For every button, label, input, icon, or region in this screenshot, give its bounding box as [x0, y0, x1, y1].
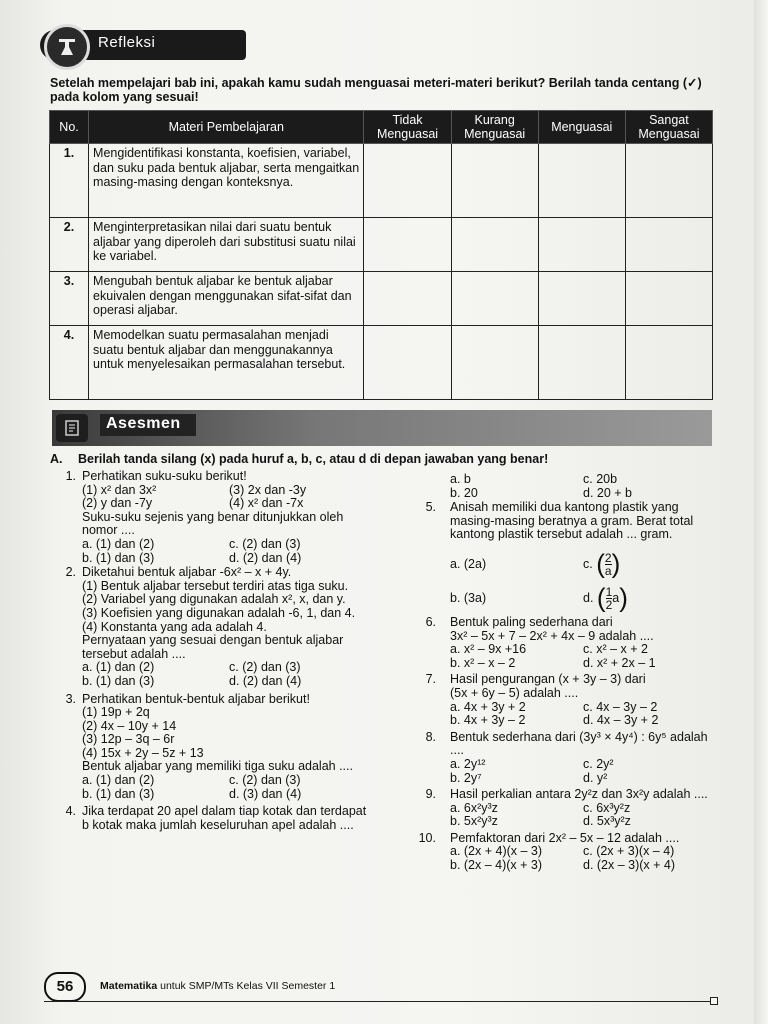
statement-item: (4) Konstanta yang ada adalah 4. — [82, 619, 267, 634]
paren-right: ) — [611, 549, 621, 580]
check-cell[interactable] — [451, 272, 538, 326]
header-materi: Materi Pembelajaran — [89, 111, 364, 144]
check-cell[interactable] — [625, 218, 712, 272]
table-row — [50, 272, 713, 326]
statement-item: (2) 4x – 10y + 14 — [82, 718, 177, 733]
fraction-c — [605, 552, 612, 577]
right-question-column — [420, 473, 716, 873]
question-stem: 3x² – 5x + 7 – 2x² + 4x – 9 adalah .... — [450, 628, 654, 643]
check-cell[interactable] — [451, 144, 538, 218]
refleksi-title: Refleksi — [98, 34, 156, 51]
answer-option[interactable]: d. (2) dan (4) — [229, 673, 302, 688]
answer-option[interactable]: b. 20 — [450, 485, 478, 500]
answer-option[interactable]: a. b — [450, 472, 471, 486]
answer-option[interactable]: c. 4x – 3y – 2 — [583, 699, 658, 714]
answer-option[interactable]: d. x² + 2x – 1 — [583, 655, 656, 670]
statement-item: (3) 2x dan -3y — [229, 482, 307, 497]
check-cell[interactable] — [538, 144, 625, 218]
question-2 — [52, 566, 376, 688]
header-kurang-menguasai: Kurang Menguasai — [451, 111, 538, 144]
row-materi: Mengubah bentuk aljabar ke bentuk aljabar ekuivalen dengan menggunakan sifat-sifat dan operasi aljabar. — [89, 272, 364, 326]
answer-option[interactable]: b. 2y⁷ — [450, 770, 482, 785]
answer-option[interactable]: a. 4x + 3y + 2 — [450, 699, 526, 714]
answer-option[interactable]: a. (1) dan (2) — [82, 773, 155, 788]
table-row — [50, 144, 713, 218]
row-materi: Mengidentifikasi konstanta, koefisien, variabel, dan suku pada bentuk aljabar, serta mengaitkan masing-masing dengan konteksnya. — [89, 144, 364, 218]
footer-subject-bold: Matematika — [100, 980, 158, 992]
footer-subject-rest: untuk SMP/MTs Kelas VII Semester 1 — [157, 980, 336, 992]
page-number: 56 — [44, 972, 86, 1002]
answer-option[interactable]: d. 20 + b — [583, 485, 632, 500]
paren-left: ( — [596, 549, 605, 580]
question-10 — [420, 832, 716, 873]
answer-option[interactable]: c. (2) dan (3) — [229, 773, 301, 788]
check-cell[interactable] — [625, 272, 712, 326]
footer-rule-end-marker — [710, 997, 718, 1005]
answer-option[interactable]: b. 4x + 3y – 2 — [450, 713, 526, 728]
check-cell[interactable] — [364, 218, 451, 272]
question-4 — [52, 805, 376, 832]
question-4-options — [450, 473, 716, 500]
header-tidak-menguasai: Tidak Menguasai — [364, 111, 451, 144]
check-cell[interactable] — [364, 144, 451, 218]
table-row — [50, 218, 713, 272]
answer-option-d[interactable] — [583, 583, 716, 614]
header-no: No. — [50, 111, 89, 144]
question-number: 1. — [65, 469, 76, 483]
answer-option-c[interactable] — [583, 549, 716, 580]
row-materi: Menginterpretasikan nilai dari suatu bentuk aljabar yang diperoleh dari substitusi suatu nilai ke variabel. — [89, 218, 364, 272]
question-stem: (5x + 6y – 5) adalah .... — [450, 685, 579, 700]
statement-item: (1) x² dan 3x² — [82, 482, 157, 497]
question-ask: Suku-suku sejenis yang benar ditunjukkan oleh nomor .... — [82, 509, 344, 538]
header-sangat-menguasai: Sangat Menguasai — [625, 111, 712, 144]
answer-option[interactable]: d. 4x – 3y + 2 — [583, 713, 659, 728]
fraction-denominator: a — [604, 564, 612, 579]
statement-item: (3) 12p – 3q – 6r — [82, 732, 175, 747]
table-row — [50, 326, 713, 400]
left-question-column — [52, 470, 376, 832]
answer-option[interactable]: c. (2) dan (3) — [229, 660, 301, 675]
lab-flask-icon — [44, 24, 90, 70]
refleksi-intro: Setelah mempelajari bab ini, apakah kamu sudah menguasai meteri-materi berikut? Berilah tanda centang (✓) pada kolom yang sesuai! — [50, 76, 702, 104]
table-header-row — [50, 111, 713, 144]
question-number: 7. — [425, 672, 436, 687]
check-cell[interactable] — [625, 144, 712, 218]
question-stem: Perhatikan bentuk-bentuk aljabar berikut! — [82, 691, 310, 706]
answer-option[interactable]: c. 2y² — [583, 756, 614, 771]
answer-option[interactable]: c. (2) dan (3) — [229, 536, 301, 551]
question-3 — [52, 693, 376, 802]
option-letter: d. — [583, 591, 594, 606]
question-stem: Anisah memiliki dua kantong plastik yang masing-masing beratnya a gram. Berat total kantong plastik tersebut adalah ... gram. — [450, 500, 694, 542]
fraction-denominator: 2 — [605, 598, 613, 613]
option-letter: c. — [583, 557, 593, 572]
question-stem: Jika terdapat 20 apel dalam tiap kotak dan terdapat b kotak maka jumlah keseluruhan apel adalah .... — [82, 804, 367, 832]
answer-option[interactable]: c. 6x³y²z — [583, 800, 631, 815]
question-stem: Bentuk sederhana dari (3y³ × 4y⁴) : 6y⁵ adalah .... — [450, 729, 708, 758]
answer-option[interactable]: b. x² – x – 2 — [450, 655, 516, 670]
statement-item: (4) 15x + 2y – 5z + 13 — [82, 745, 204, 760]
question-1 — [52, 470, 376, 565]
paren-left: ( — [596, 583, 606, 614]
question-7 — [420, 673, 716, 727]
answer-option[interactable]: d. y² — [583, 770, 608, 785]
question-number: 9. — [425, 787, 436, 802]
check-cell[interactable] — [625, 326, 712, 400]
section-instruction-text: Berilah tanda silang (x) pada huruf a, b, c, atau d di depan jawaban yang benar! — [78, 452, 549, 466]
question-number: 4. — [65, 804, 76, 819]
fraction-numerator: 1 — [605, 585, 613, 600]
answer-option[interactable]: d. 5x³y²z — [583, 814, 631, 829]
statement-item: (1) 19p + 2q — [82, 705, 150, 720]
question-ask: Pernyataan yang sesuai dengan bentuk aljabar tersebut adalah .... — [82, 633, 344, 661]
answer-option[interactable]: b. (1) dan (3) — [82, 786, 155, 801]
statement-item: (2) y dan -7y — [82, 496, 153, 511]
check-cell[interactable] — [538, 326, 625, 400]
answer-option[interactable]: d. (2x – 3)(x + 4) — [583, 858, 676, 873]
check-cell[interactable] — [364, 272, 451, 326]
answer-option[interactable]: d. (3) dan (4) — [229, 786, 302, 801]
page-edge-shadow — [754, 0, 768, 1024]
asesmen-title: Asesmen — [106, 415, 181, 432]
statement-item: (4) x² dan -7x — [229, 496, 304, 511]
check-cell[interactable] — [538, 272, 625, 326]
footer-subject — [100, 980, 335, 992]
answer-option[interactable]: a. (1) dan (2) — [82, 536, 155, 551]
question-number: 8. — [425, 729, 436, 744]
question-stem: Perhatikan suku-suku berikut! — [82, 469, 247, 483]
question-8 — [420, 731, 716, 785]
section-letter: A. — [50, 452, 63, 466]
answer-option[interactable]: c. (2x + 3)(x – 4) — [583, 844, 675, 859]
answer-option[interactable]: a. (1) dan (2) — [82, 660, 155, 675]
answer-option[interactable]: d. (2) dan (4) — [229, 550, 302, 565]
check-cell[interactable] — [451, 218, 538, 272]
question-number: 3. — [65, 691, 76, 706]
question-6 — [420, 616, 716, 670]
statement-item: (1) Bentuk aljabar tersebut terdiri atas tiga suku. — [82, 578, 349, 593]
answer-option[interactable]: a. 2y¹² — [450, 756, 486, 771]
answer-option[interactable]: b. (2x – 4)(x + 3) — [450, 858, 543, 873]
question-number: 10. — [418, 830, 436, 845]
fraction-variable: a — [612, 591, 620, 606]
question-stem: Hasil perkalian antara 2y²z dan 3x²y adalah .... — [450, 787, 708, 802]
question-stem: Bentuk paling sederhana dari — [450, 614, 613, 629]
question-number: 2. — [65, 565, 76, 580]
row-number: 3. — [50, 272, 89, 326]
question-5 — [420, 501, 716, 614]
question-stem: Diketahui bentuk aljabar -6x² – x + 4y. — [82, 565, 292, 580]
question-9 — [420, 788, 716, 829]
question-stem: Hasil pengurangan (x + 3y – 3) dari — [450, 672, 646, 687]
assessment-icon — [56, 414, 88, 442]
row-number: 1. — [50, 144, 89, 218]
answer-option[interactable]: b. (1) dan (3) — [82, 550, 155, 565]
header-menguasai: Menguasai — [538, 111, 625, 144]
answer-option[interactable]: c. x² – x + 2 — [583, 642, 648, 657]
question-number: 5. — [425, 500, 436, 515]
section-a-instruction — [50, 452, 548, 466]
check-cell[interactable] — [451, 326, 538, 400]
refleksi-table — [49, 110, 713, 400]
row-materi: Memodelkan suatu permasalahan menjadi suatu bentuk aljabar dan menggunakannya untuk menyelesaikan permasalahan tersebut. — [89, 326, 364, 400]
footer-rule — [44, 1001, 712, 1002]
answer-option[interactable]: b. (1) dan (3) — [82, 673, 155, 688]
check-cell[interactable] — [538, 218, 625, 272]
answer-option[interactable]: c. 20b — [583, 472, 618, 486]
statement-item: (3) Koefisien yang digunakan adalah -6, 1, dan 4. — [82, 605, 356, 620]
answer-option[interactable]: b. 5x²y³z — [450, 814, 498, 829]
question-number: 6. — [425, 614, 436, 629]
row-number: 2. — [50, 218, 89, 272]
question-stem: Pemfaktoran dari 2x² – 5x – 12 adalah .... — [450, 830, 680, 845]
statement-item: (2) Variabel yang digunakan adalah x², x, dan y. — [82, 592, 346, 607]
check-cell[interactable] — [364, 326, 451, 400]
fraction-numerator: 2 — [604, 551, 612, 566]
question-ask: Bentuk aljabar yang memiliki tiga suku adalah .... — [82, 759, 353, 774]
answer-option[interactable]: a. x² – 9x +16 — [450, 642, 527, 657]
answer-option[interactable]: a. (2a) — [450, 557, 487, 572]
answer-option[interactable]: b. (3a) — [450, 591, 487, 606]
paren-right: ) — [619, 583, 628, 614]
answer-option[interactable]: a. (2x + 4)(x – 3) — [450, 844, 543, 859]
answer-option[interactable]: a. 6x²y³z — [450, 800, 498, 815]
row-number: 4. — [50, 326, 89, 400]
